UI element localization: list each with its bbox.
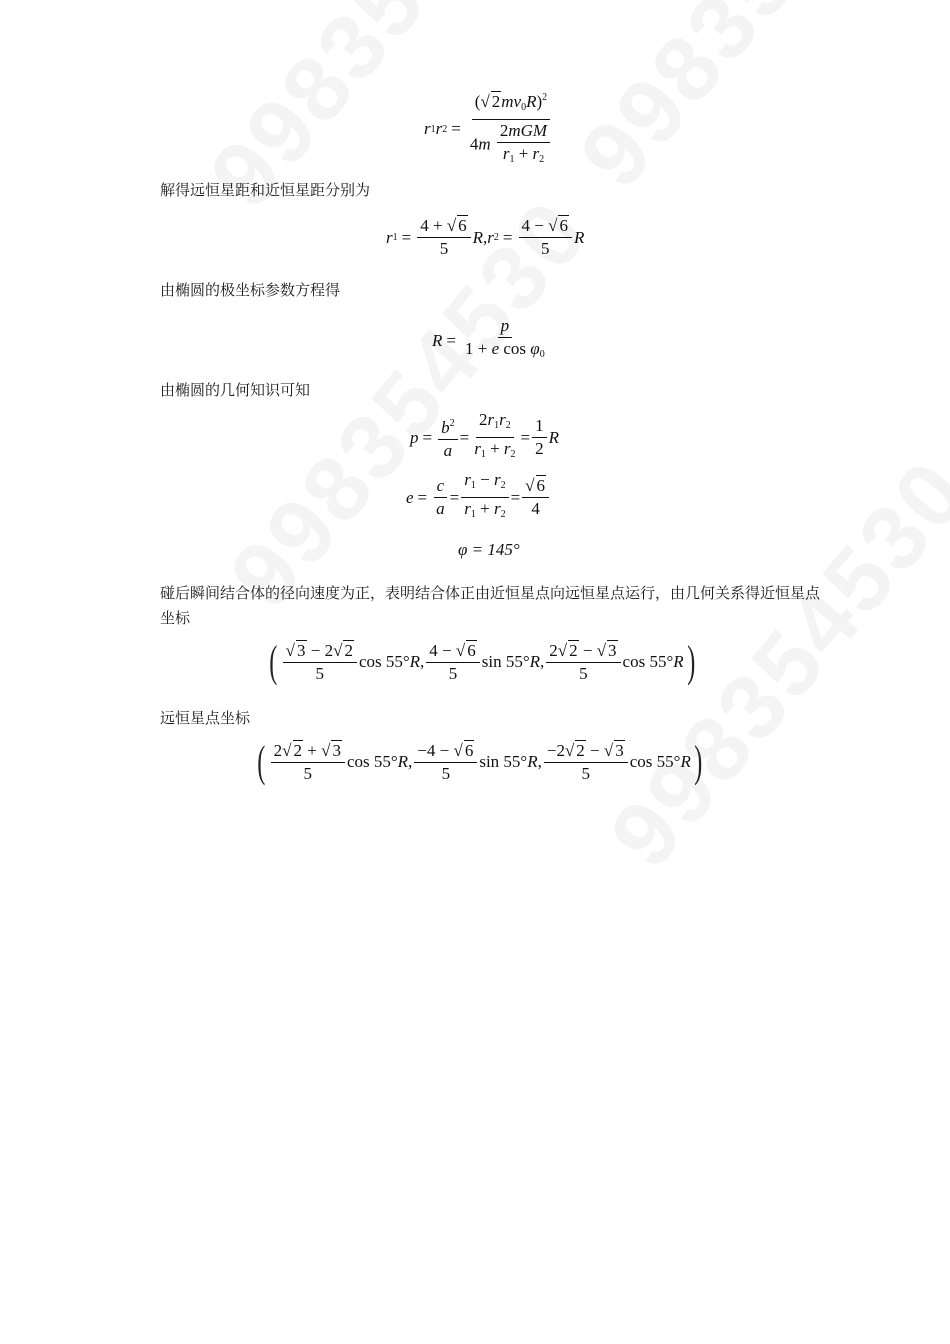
equation-far-point-coordinates: ( $\frac{2√ 2 + √ 3}{5}$ cos 55° R , $\frac{-4 - √ 6}{5}$ sin 55° R , $\frac{-2√ 2 - √ 3}{5}$ cos 55° R ) <box>257 737 703 786</box>
paragraph-perihelion: 碰后瞬间结合体的径向速度为正，表明结合体正由近恒星点向远恒星点运行，由几何关系得近恒星点坐标 <box>160 584 821 627</box>
equation-phi <box>458 540 520 560</box>
watermark <box>560 0 924 207</box>
equation-r1-r2-values: r 1 = $\frac{4 + √ 6}{5}$ R , r 2 = $\frac{4 - √ 6}{5}$ R <box>386 216 585 258</box>
paragraph-distances: 解得远恒星距和近恒星距分别为 <box>160 181 371 199</box>
paragraph-aphelion: 远恒星点坐标 <box>160 709 251 727</box>
paragraph-polar-equation: 由椭圆的极坐标参数方程得 <box>160 281 341 299</box>
equation-r1r2-product: r 1 r 2 = (√ $2mv_0R)^2$ 4m $\frac{\text{2mGM}}{r_1 + r_2}$ <box>424 88 557 170</box>
phi-value: φ = 145° <box>458 540 520 559</box>
paragraph-geometry: 由椭圆的几何知识可知 <box>160 381 311 399</box>
equation-e: e = $\frac{c}{a}$ = $\frac{r_1 - r_2}{r_1 + r_2}$ = $\frac{√ 6}{4}$ <box>406 470 551 525</box>
equation-p: p = $\frac{b^2}{a}$ = $\frac{2r_1r_2}{r_1 + r_2}$ = $\frac{1}{2}$ R <box>410 410 560 460</box>
equation-near-point-coordinates: ( $\frac{√ 3 - 2√ 2}{5}$ cos 55° R , $\frac{4 - √ 6}{5}$ sin 55° R , $\frac{2√ 2 - √ 3}{5}$ cos 55° R ) <box>269 637 696 686</box>
equation-polar: R = $\frac{p}{1 + e \cos \varphi_0}$ <box>432 316 545 360</box>
